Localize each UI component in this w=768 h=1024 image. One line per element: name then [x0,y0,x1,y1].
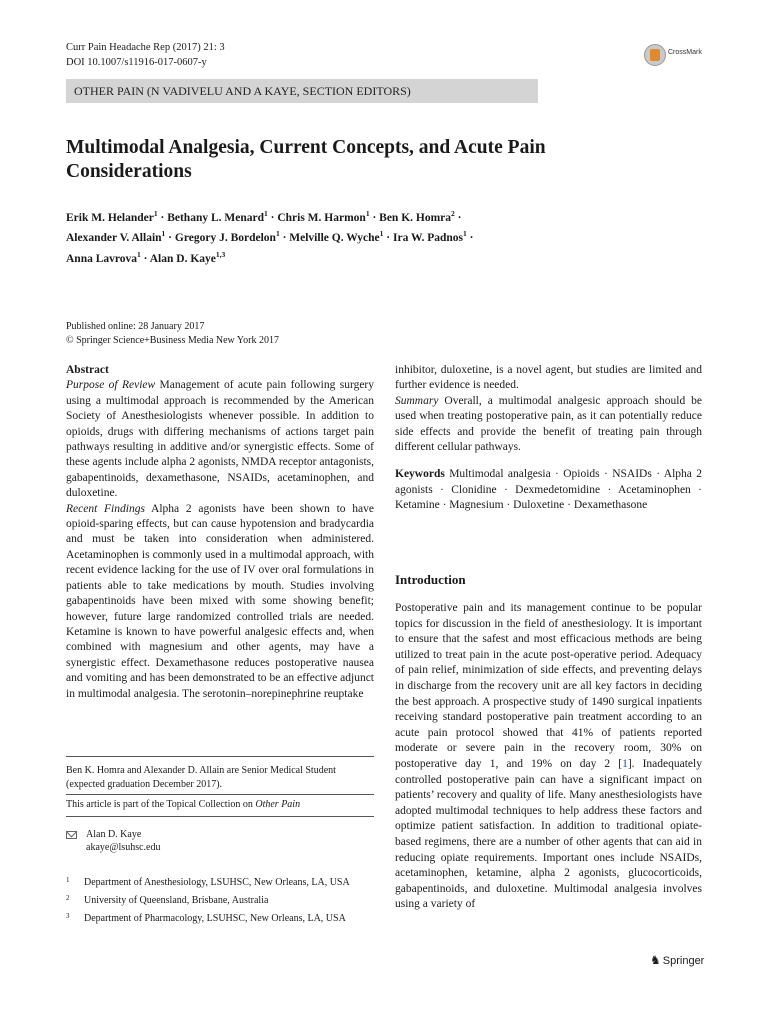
abstract-findings [66,502,374,702]
abstract-purpose [66,378,374,501]
publisher-name: Springer [662,955,705,967]
findings-label: Recent Findings [66,502,145,515]
contact-email[interactable]: akaye@lsuhsc.edu [86,842,161,853]
springer-knight-icon: ♞ [650,953,661,967]
article-title: Multimodal Analgesia, Current Concepts, and Acute Pain Considerations [66,137,546,182]
introduction-text [395,601,702,913]
author-name[interactable]: Gregory J. Bordelon [174,232,276,245]
purpose-label: Purpose of Review [66,379,156,392]
abstract-summary [395,394,702,456]
collection-prefix: This article is part of the Topical Collection on [66,799,256,810]
affiliation-number: 2 [66,894,70,902]
abstract-column [66,363,374,702]
published-online: Published online: 28 January 2017 [66,321,205,332]
summary-label: Summary [395,394,439,407]
abstract-heading: Abstract [66,364,109,376]
author-affiliation: 1,3 [215,249,226,259]
author-name[interactable]: Bethany L. Menard [167,211,264,224]
keywords-label: Keywords [395,468,445,481]
collection-footnote [66,798,374,812]
crossmark-label: CrossMark [668,49,702,56]
reference-link[interactable]: 1 [622,757,628,770]
author-affiliation: 1 [263,209,268,218]
keywords-text: Multimodal analgesia · Opioids · NSAIDs · Alpha 2 agonists · Clonidine · Dexmedetomidine · Acetaminophen · Ketamine · Magnesium · Duloxetine · Dexamethasone [395,468,702,512]
summary-text: Overall, a multimodal analgesic approach should be used when treating postoperative pain, as it can potentially reduce side effects and provide the benefit of treating pain through different cellular pathways. [395,394,702,454]
mail-icon [66,831,77,839]
author-affiliation: 1 [137,249,141,259]
findings-text: Alpha 2 agonists have been shown to have opioid-sparing effects, but can cause hypotension and bradycardia and must be taken into consideration when administered. Acetaminophen is commonly used in a multimodal approach, with recent evidence lacking for the use of IV over oral formulations in patients able to take medications by mouth. Studies involving gabapentinoids have been mixed with some showing benefit; however, future large randomized controlled trials are needed. Ketamine is known to have powerful analgesic effects and, when combined with magnesium and other agents, may have a synergistic effect. Dexamethasone reduces postoperative nausea and vomiting and has been demonstrated to be an effective adjunct in multimodal analgesia. The serotonin–norepinephrine reuptake [66,502,374,700]
student-footnote: Ben K. Homra and Alexander D. Allain are Senior Medical Student (expected graduation December 2017). [66,765,336,790]
contact-name: Alan D. Kaye [86,829,142,840]
crossmark-icon [644,44,666,66]
purpose-text: Management of acute pain following surgery using a multimodal approach is recommended by the American Society of Anesthesiologists whenever possible. In addition to opioids, drugs with differing mechanisms of actions target pain pathways resulting in additive and/or synergistic effects. Some of these agents include alpha 2 agonists, NMDA receptor antagonists, gabapentinoids, dexamethasone, NSAIDs, acetaminophen, and duloxetine. [66,379,375,500]
collection-name[interactable]: Other Pain [255,799,301,810]
corresponding-author [86,828,160,854]
author-affiliation: 1 [153,209,158,218]
affiliation-number: 1 [66,876,70,884]
affiliation-text: Department of Anesthesiology, LSUHSC, New Orleans, LA, USA [84,877,350,888]
author-affiliation: 1 [161,229,166,239]
author-list: Erik M. Helander$^1$ · Bethany L. Menard$^1$ · Chris M. Harmon$^1$ · Ben K. Homra$^2$ · Alexander V. Allain$^1$ · Gregory J. Bordelon$^1$ · Melville Q. Wyche$^1$ · Ira W. Padnos$^1$ · Anna Lavrova$^1$ · Alan D. Kaye$^{1,3}$ [66,209,474,265]
author-affiliation: 1 [463,229,467,239]
author-affiliation: 2 [451,209,455,218]
abstract-continued [395,363,702,514]
author-name[interactable]: Ben K. Homra [379,211,452,224]
intro-text-part2: ]. Inadequately controlled postoperative pain can have a significant impact on patients’ recovery and quality of life. Many anesthesiologists have adopted multimodal techniques to help address these factors and optimize patient satisfaction. In addition to traditional opiate-based regimens, there are a number of other agents that can aid in reducing opiate requirements. Important ones include NSAIDs, acetaminophen, ketamine, alpha 2 agonists, glucocorticoids, gabapentinoids, and duloxetine. Multimodal analgesia involves using a variety of [395,757,702,911]
section-banner: OTHER PAIN (N VADIVELU AND A KAYE, SECTION EDITORS) [66,79,538,103]
findings-text-continued: inhibitor, duloxetine, is a novel agent, but studies are limited and further evidence is needed. [395,364,702,392]
keywords [395,467,702,513]
author-affiliation: 1 [365,209,370,218]
author-affiliation: 1 [379,229,384,239]
author-name[interactable]: Alan D. Kaye [149,252,216,265]
crossmark-badge[interactable] [644,44,724,64]
doi[interactable]: DOI 10.1007/s11916-017-0607-y [66,57,207,68]
publication-info [66,320,279,348]
footnote-divider [66,794,374,795]
author-name[interactable]: Melville Q. Wyche [289,232,380,245]
copyright: © Springer Science+Business Media New York 2017 [66,335,279,346]
author-name[interactable]: Anna Lavrova [66,252,138,265]
author-name[interactable]: Alexander V. Allain [66,232,162,245]
affiliation-text: University of Queensland, Brisbane, Australia [84,895,269,906]
intro-text-part1: Postoperative pain and its management continue to be popular topics for discussion in the field of anesthesiology. It is important to ensure that the safest and most efficacious methods are being utilized to treat pain in the acute post-operative period. Adequacy of pain relief, minimization of side effects, and preventing delays in discharge from the recovery unit are all key factors in deciding the best approach. A prospective study of 1490 surgical inpatients receiving standard postoperative pain treatment according to an acute pain protocol showed that 41% of patients reported moderate or severe pain in the recovery room, 30% on postoperative day 1, and 19% on day 2 [ [395,602,702,770]
author-affiliation: 1 [275,229,280,239]
introduction-heading: Introduction [395,572,466,587]
journal-citation [66,40,225,70]
journal-reference: Curr Pain Headache Rep (2017) 21: 3 [66,42,225,53]
author-name[interactable]: Chris M. Harmon [277,211,366,224]
author-name[interactable]: Erik M. Helander [66,211,154,224]
publisher-logo [650,953,704,967]
footnote-divider [66,756,374,757]
affiliation-number: 3 [66,912,70,920]
author-name[interactable]: Ira W. Padnos [393,232,463,245]
footnote-divider [66,816,374,817]
affiliation-text: Department of Pharmacology, LSUHSC, New Orleans, LA, USA [84,913,346,924]
